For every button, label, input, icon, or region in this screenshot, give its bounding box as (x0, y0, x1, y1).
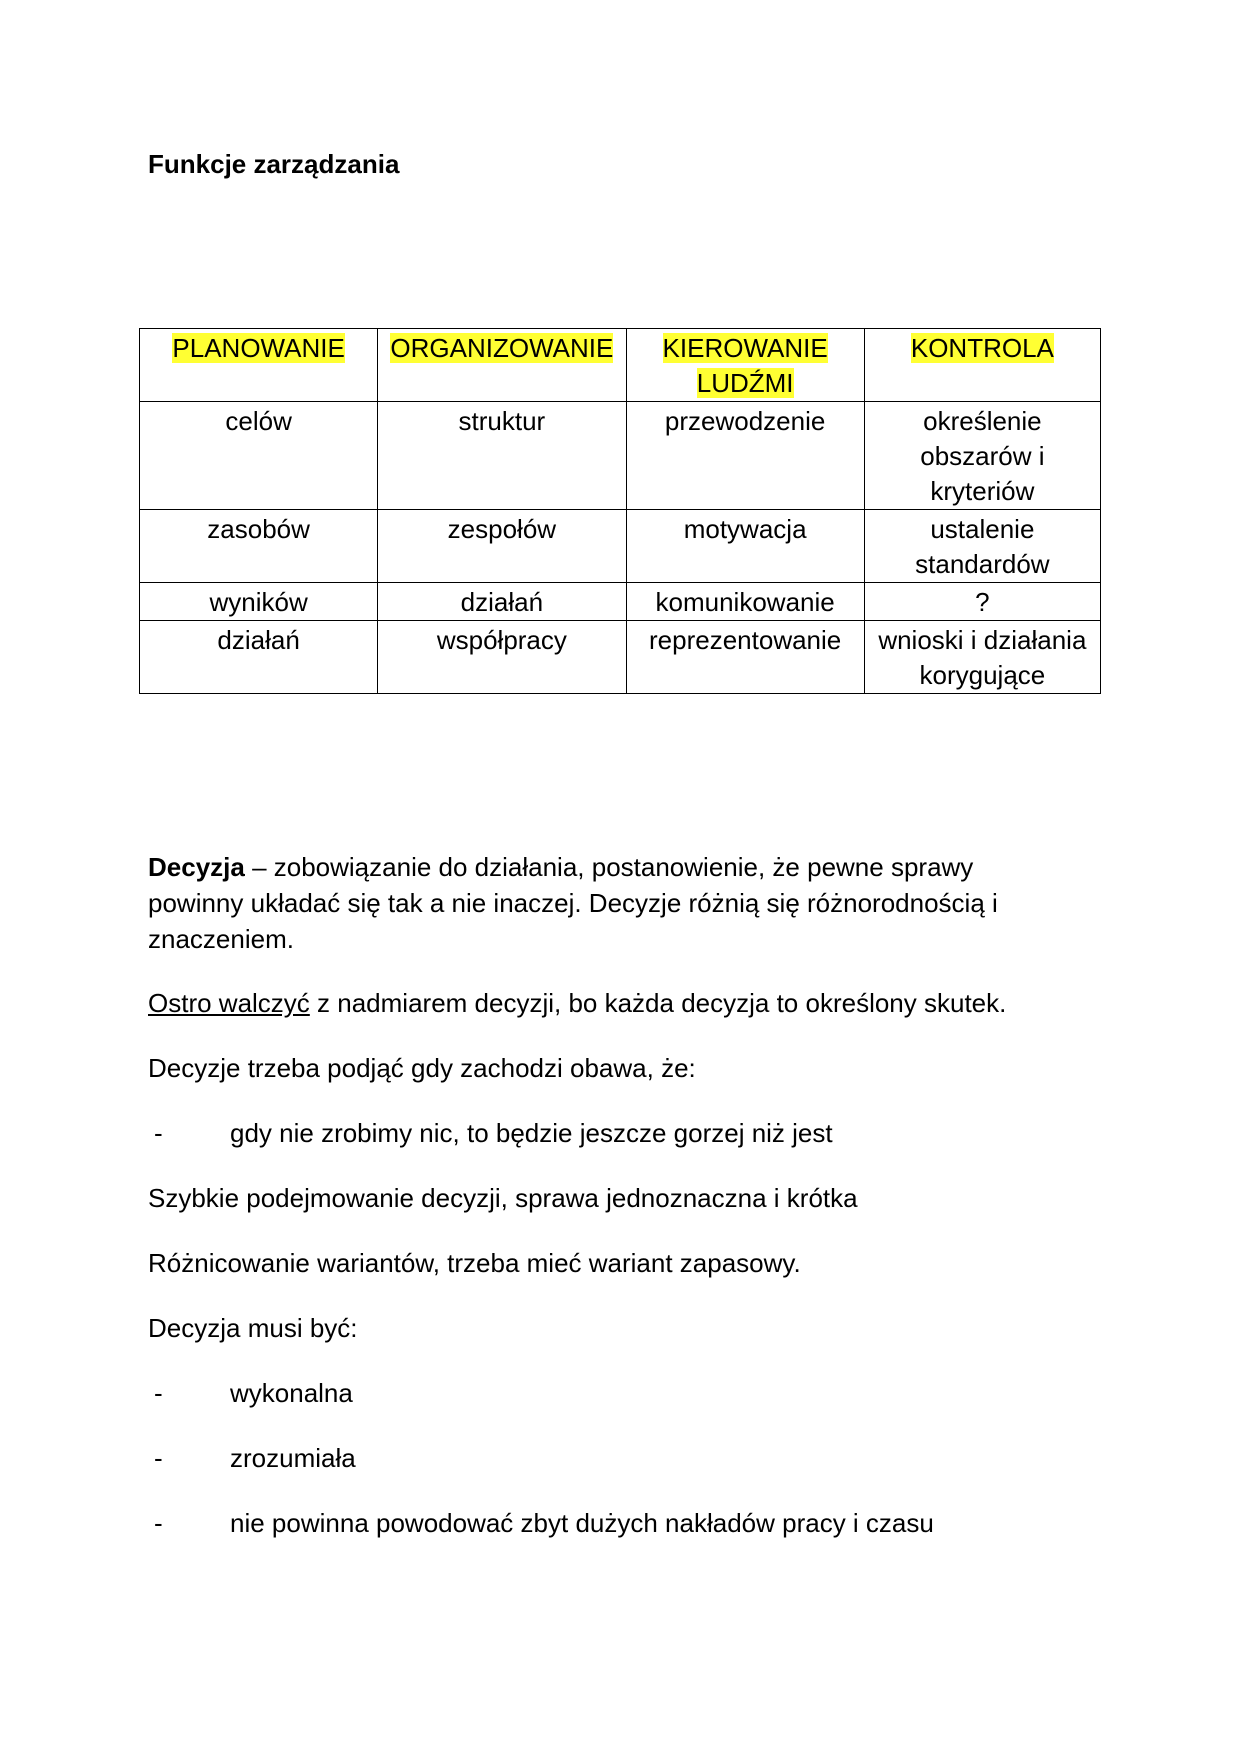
table-cell: działań (378, 583, 626, 621)
bullet-marker: - (154, 1508, 163, 1538)
table-cell: motywacja (626, 510, 864, 583)
table-cell: ? (864, 583, 1100, 621)
table-cell: struktur (378, 402, 626, 510)
decyzja-term: Decyzja (148, 852, 245, 882)
list-item: gdy nie zrobimy nic, to będzie jeszcze gorzej niż jest (230, 1118, 833, 1148)
ostro-rest: z nadmiarem decyzji, bo każda decyzja to określony skutek. (309, 988, 1007, 1018)
table-cell: działań (140, 621, 378, 694)
decyzja-definition (148, 849, 1068, 957)
table-cell: określenie obszarów i kryteriów (864, 402, 1100, 510)
table-cell: współpracy (378, 621, 626, 694)
obawa-paragraph: Decyzje trzeba podjąć gdy zachodzi obawa, że: (148, 1053, 696, 1083)
header-kierowanie-ludzmi (626, 329, 864, 402)
header-kontrola (864, 329, 1100, 402)
musi-byc-paragraph: Decyzja musi być: (148, 1313, 358, 1343)
table-row (140, 583, 1101, 621)
table-cell: zasobów (140, 510, 378, 583)
szybkie-paragraph: Szybkie podejmowanie decyzji, sprawa jednoznaczna i krótka (148, 1183, 858, 1213)
list-item: wykonalna (230, 1378, 353, 1408)
header-label: ORGANIZOWANIE (390, 333, 614, 363)
bullet-marker: - (154, 1118, 163, 1148)
header-label: KIEROWANIE (662, 333, 828, 363)
table-row (140, 402, 1101, 510)
table-cell: komunikowanie (626, 583, 864, 621)
header-planowanie (140, 329, 378, 402)
table-row (140, 621, 1101, 694)
table-row (140, 510, 1101, 583)
table-cell: wnioski i działania korygujące (864, 621, 1100, 694)
table-header-row (140, 329, 1101, 402)
table-cell: ustalenie standardów (864, 510, 1100, 583)
header-label: PLANOWANIE (172, 333, 345, 363)
header-organizowanie (378, 329, 626, 402)
table-cell: wyników (140, 583, 378, 621)
bullet-marker: - (154, 1378, 163, 1408)
table-cell: zespołów (378, 510, 626, 583)
table-cell: przewodzenie (626, 402, 864, 510)
management-functions-table (139, 328, 1101, 694)
bullet-marker: - (154, 1443, 163, 1473)
roznicowanie-paragraph: Różnicowanie wariantów, trzeba mieć wariant zapasowy. (148, 1248, 801, 1278)
ostro-paragraph (148, 985, 1068, 1021)
table-cell: reprezentowanie (626, 621, 864, 694)
list-item: nie powinna powodować zbyt dużych nakładów pracy i czasu (230, 1508, 934, 1538)
header-label: LUDŹMI (696, 368, 794, 398)
decyzja-definition-text: – zobowiązanie do działania, postanowienie, że pewne sprawy powinny układać się tak a nie inaczej. Decyzje różnią się różnorodnością i znaczeniem. (148, 852, 998, 954)
ostro-underlined: Ostro walczyć (148, 988, 310, 1018)
table-cell: celów (140, 402, 378, 510)
page-title: Funkcje zarządzania (148, 149, 400, 179)
header-label: KONTROLA (910, 333, 1054, 363)
list-item: zrozumiała (230, 1443, 356, 1473)
